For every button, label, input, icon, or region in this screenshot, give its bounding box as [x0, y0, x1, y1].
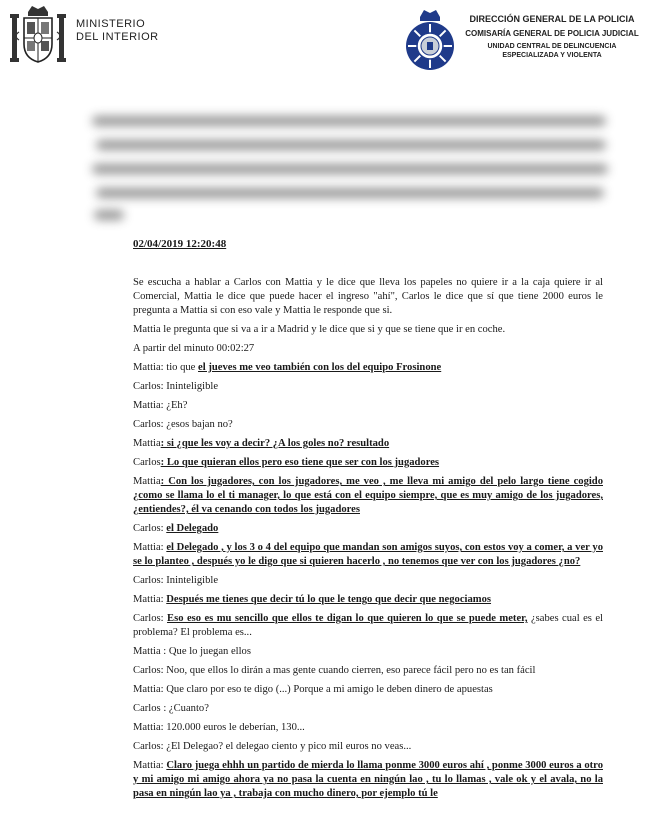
line-text: : ¿Cuanto?: [160, 703, 209, 714]
dialogue-line: [133, 380, 603, 394]
line-text: Que claro por eso te digo (...) Porque a mi amigo le deben dinero de apuestas: [163, 684, 493, 695]
speaker: Mattia:: [133, 400, 164, 411]
police-unit-line-1: UNIDAD CENTRAL DE DELINCUENCIA: [487, 43, 617, 50]
dialogue-line: [133, 541, 603, 569]
dialogue-line: [133, 593, 603, 607]
transcript-body: [133, 276, 603, 806]
highlighted-text: Eso eso es mu sencillo que ellos te digan lo que quieren lo que se puede meter,: [167, 613, 528, 624]
highlighted-text: el jueves me veo también con los del equipo Frosinone: [198, 362, 442, 373]
speaker: Mattia:: [133, 684, 164, 695]
dialogue-line: [133, 664, 603, 678]
dialogue-line: [133, 475, 603, 517]
dialogue-line: [133, 645, 603, 659]
speaker: Mattia:: [133, 542, 164, 553]
speaker: Carlos:: [133, 523, 164, 534]
line-text: Ininteligible: [163, 381, 219, 392]
intro-paragraph: Se escucha a hablar a Carlos con Mattia y le dice que lleva los papeles no quiere ir a la caja quiere ir al Comercial, Mattia le dice que puede hacer el ingreso "ahí", Carlos le dice que sí que tiene 2000 euros le pregunta a Mattia si con eso vale y Mattia le responde que si.: [133, 277, 603, 316]
police-title: DIRECCIÓN GENERAL DE LA POLICIA: [469, 14, 635, 24]
dialogue-line: [133, 361, 603, 375]
dialogue-line: [133, 522, 603, 536]
dialogue-line: [133, 721, 603, 735]
speaker: Carlos:: [133, 419, 164, 430]
ministry-name: [76, 18, 159, 44]
intro-paragraph: Mattia le pregunta que si va a ir a Madrid y le dice que si y que se tiene que ir en coche.: [133, 324, 506, 335]
police-directorate-block: [462, 13, 642, 60]
line-text: Noo, que ellos lo dirán a mas gente cuando cierren, eso parece fácil pero no es tan fácil: [163, 665, 536, 676]
dialogue-line: [133, 702, 603, 716]
dialogue-line: [133, 418, 603, 432]
speaker: Carlos: [133, 703, 161, 714]
highlighted-text: Después me tienes que decir tú lo que le tengo que decir que negociamos: [166, 594, 492, 605]
redaction-bar: [92, 116, 606, 126]
highlighted-text: : Con los jugadores, con los jugadores, me veo , me lleva mi amigo del pelo largo tiene cogido ¿como se llama lo el ti manager, lo que está con el equipo siempre, que es muy amigo de los jugadores, ¿entiendes?, él va cenando con todos los jugadores: [133, 476, 603, 515]
line-tail: ¿sabes cual es el problema? El problema es...: [133, 613, 603, 638]
timestamp: 02/04/2019 12:20:48: [133, 238, 227, 250]
redaction-bar: [96, 140, 606, 150]
speaker: Mattia: [133, 438, 161, 449]
highlighted-text: : si ¿que les voy a decir? ¿A los goles no? resultado: [160, 438, 390, 449]
speaker: Carlos: [133, 457, 161, 468]
redaction-bar: [94, 210, 124, 220]
dialogue-line: [133, 399, 603, 413]
highlighted-text: : Lo que quieran ellos pero eso tiene que ser con los jugadores: [160, 457, 440, 468]
speaker: Mattia:: [133, 722, 164, 733]
ministry-line-1: MINISTERIO: [76, 18, 146, 30]
line-text: 120.000 euros le deberían, 130...: [163, 722, 305, 733]
speaker: Carlos:: [133, 575, 164, 586]
police-unit-line-2: ESPECIALIZADA Y VIOLENTA: [502, 52, 602, 59]
speaker: Carlos:: [133, 381, 164, 392]
intro-paragraph: A partir del minuto 00:02:27: [133, 343, 255, 354]
speaker: Mattia:: [133, 594, 164, 605]
speaker: Mattia:: [133, 760, 164, 771]
speaker: Mattia:: [133, 362, 164, 373]
dialogue-line: [133, 456, 603, 470]
line-text: : Que lo juegan ellos: [160, 646, 251, 657]
speaker: Mattia: [133, 646, 161, 657]
dialogue-line: [133, 759, 603, 801]
line-text: tio que: [163, 362, 199, 373]
redaction-bar: [96, 188, 604, 198]
ministry-line-2: DEL INTERIOR: [76, 31, 159, 43]
speaker: Mattia: [133, 476, 161, 487]
speaker: Carlos:: [133, 741, 164, 752]
speaker: Carlos:: [133, 613, 164, 624]
highlighted-text: Claro juega ehhh un partido de mierda lo llama ponme 3000 euros ahí , ponme 3000 euros a otro y mi amigo mi amigo ahora ya no pasa la cuenta en ningún lao , tu lo llamas , vale ok y el avala, no la pasa en ningún lao ya , trabaja con mucho dinero, por ejemplo tú le: [133, 760, 603, 799]
line-text: ¿El Delegao? el delegao ciento y pico mil euros no veas...: [163, 741, 412, 752]
dialogue-line: [133, 612, 603, 640]
spain-coat-of-arms-icon: [10, 4, 66, 68]
redaction-bar: [92, 164, 608, 174]
speaker: Carlos:: [133, 665, 164, 676]
dialogue-line: [133, 574, 603, 588]
dialogue-line: [133, 437, 603, 451]
redacted-block: [92, 110, 610, 228]
line-text: ¿esos bajan no?: [163, 419, 233, 430]
dialogue-line: [133, 740, 603, 754]
line-text: ¿Eh?: [163, 400, 188, 411]
police-commission: COMISARÍA GENERAL DE POLICIA JUDICIAL: [465, 29, 639, 38]
policia-nacional-badge-icon: [404, 7, 456, 71]
document-header: [0, 0, 649, 90]
dialogue-line: [133, 683, 603, 697]
highlighted-text: el Delegado , y los 3 o 4 del equipo que mandan son amigos suyos, con estos voy a comer, a ver yo se lo planteo , después yo le digo que si quieren hacerlo , no tenemos que ver con los jugadores ¿no?: [133, 542, 603, 567]
line-text: Ininteligible: [163, 575, 219, 586]
highlighted-text: el Delegado: [166, 523, 219, 534]
